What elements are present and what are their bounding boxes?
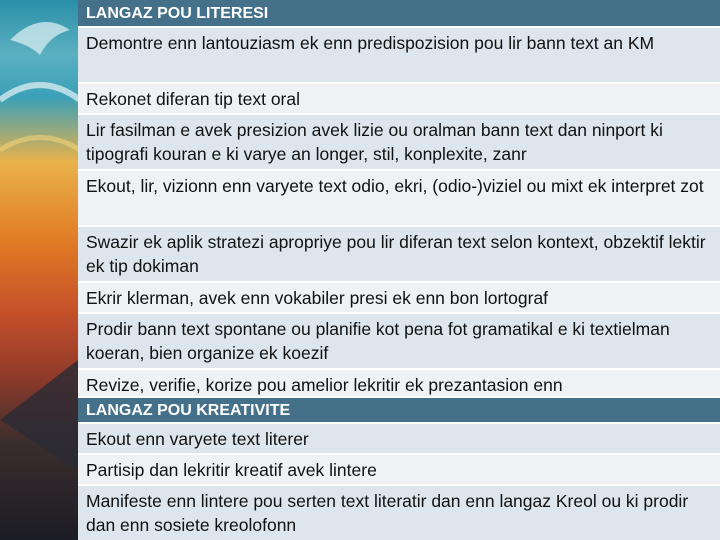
list-item: Rekonet diferan tip text oral xyxy=(78,84,720,115)
list-item: Revize, verifie, korize pou amelior lekritir ek prezantasion enn xyxy=(78,370,720,398)
section-header-kreativite: LANGAZ POU KREATIVITE xyxy=(78,398,720,424)
list-item: Swazir ek aplik stratezi apropriye pou lir diferan text selon kontext, obzektif lektir ek tip dokiman xyxy=(78,227,720,283)
list-item: Ekout enn varyete text literer xyxy=(78,424,720,455)
list-item: Demontre enn lantouziasm ek enn predispozision pou lir bann text an KM xyxy=(78,28,720,84)
wave-swirl-icon xyxy=(0,138,80,151)
bird-shape-icon xyxy=(10,22,70,55)
section-header-literesi: LANGAZ POU LITERESI xyxy=(78,0,720,28)
content-panel xyxy=(78,0,720,540)
wave-swirl-icon xyxy=(0,85,80,100)
list-item: Partisip dan lekritir kreatif avek lintere xyxy=(78,455,720,486)
sail-shape-icon xyxy=(0,360,78,470)
list-item: Prodir bann text spontane ou planifie kot pena fot gramatikal e ki textielman koeran, bien organize ek koezif xyxy=(78,314,720,370)
list-item: Lir fasilman e avek presizion avek lizie ou oralman bann text dan ninport ki tipografi kouran e ki varye an longer, stil, konplexite, zanr xyxy=(78,115,720,171)
list-item: Ekout, lir, vizionn enn varyete text odio, ekri, (odio-)viziel ou mixt ek interpret zot xyxy=(78,171,720,227)
list-item: Manifeste enn lintere pou serten text literatir dan enn langaz Kreol ou ki prodir dan enn sosiete kreolofonn xyxy=(78,486,720,540)
list-item: Ekrir klerman, avek enn vokabiler presi ek enn bon lortograf xyxy=(78,283,720,314)
